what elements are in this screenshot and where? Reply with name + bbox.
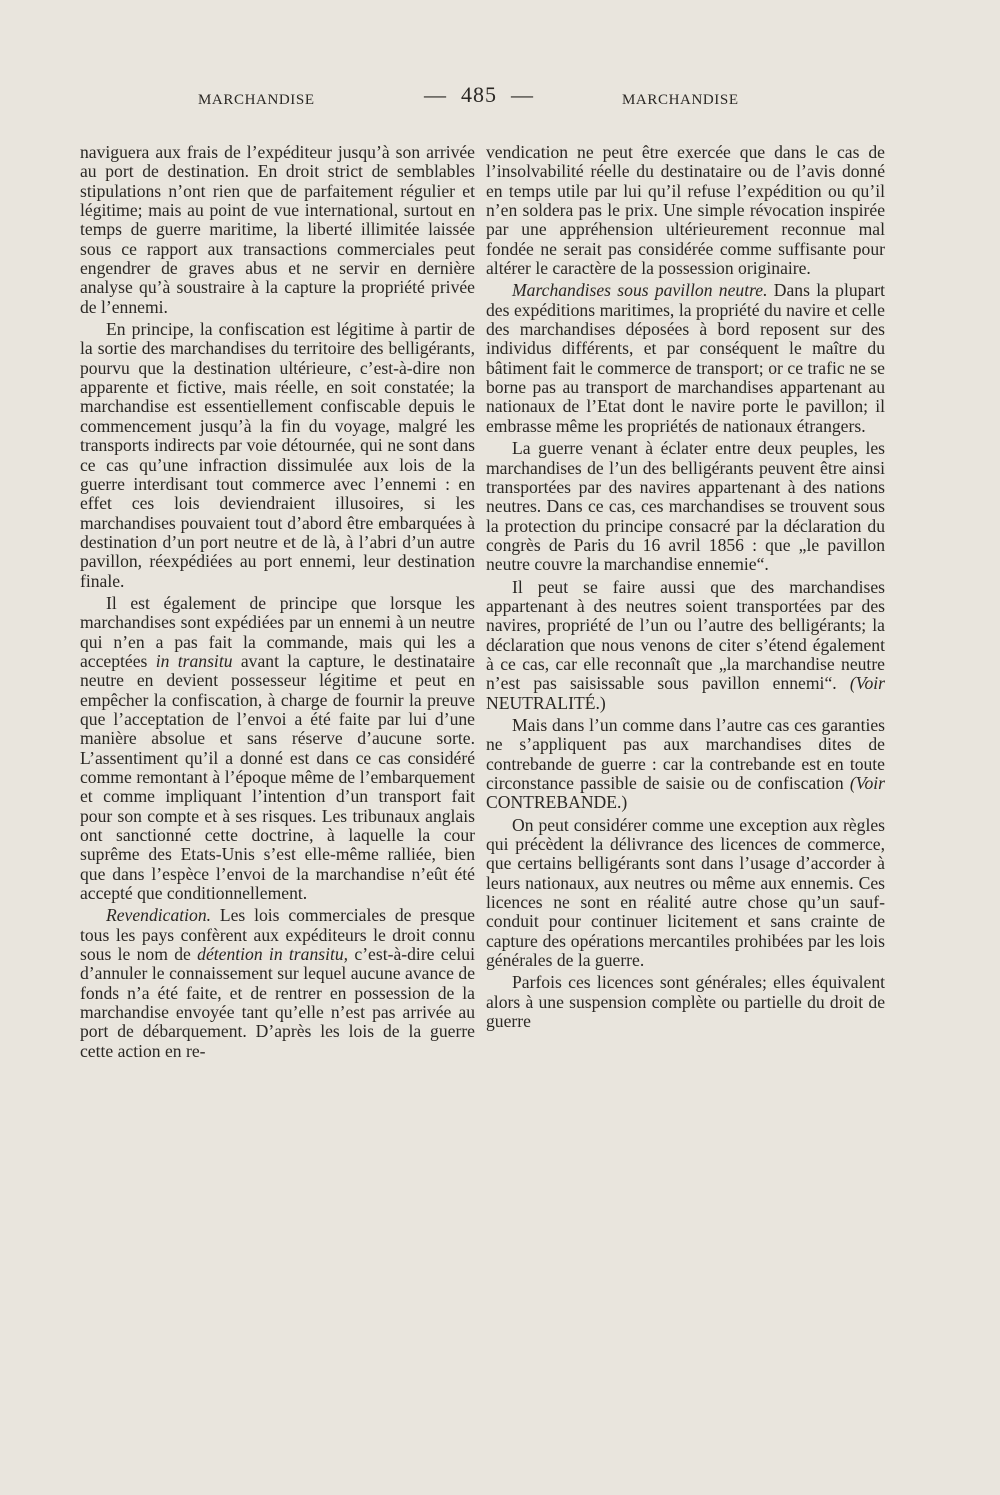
paragraph-acceptation-transitu xyxy=(80,594,475,904)
cross-reference-target: CONTREBANDE.) xyxy=(486,792,628,813)
left-column xyxy=(80,143,475,1064)
running-head-left: MARCHANDISE xyxy=(198,92,315,108)
paragraph-revendication-cont: vendication ne peut être exercée que dans le cas de l’insolvabilité réelle du destinataire ou de l’avis donné en temps utile par lui qu’il refuse l’expédition ou qu’il n’en soldera pas le prix. Une simple révocation inspirée par une appréhension ultérieurement reconnue mal fondée ne serait pas considérée comme suffisante pour altérer le caractère de la possession originaire. xyxy=(486,142,885,279)
cross-reference-voir: (Voir xyxy=(849,673,885,694)
text-run: Il peut se faire aussi que des marchandises appartenant à des neutres soient transportées par des navires, propriété de l’un ou l’autre des belligérants; la déclaration que nous venons de citer s’étend également à ce cas, car elle reconnaît que „la marchandise neutre n’est pas saisissable sous pavillon ennemi“. xyxy=(486,576,885,694)
paragraph-principe-confiscation: En principe, la confiscation est légitime à partir de la sortie des marchandises du territoire des belligérants, pourvu que la destination ultérieure, c’est-à-dire non apparente et fictive, mais réelle, en soit constatée; la marchandise est essentiellement confiscable depuis le commencement jusqu’à la fin du voyage, malgré les transports indirects par voie détournée, qui ne sont dans ce cas qu’une infraction dissimulée aux lois de la guerre interdisant tout commerce avec l’ennemi : en effet ces lois deviendraient illusoires, si les marchandises pouvaient tout d’abord être embarquées à destination d’un port neutre et de là, à l’abri d’un autre pavillon, réexpédiées au port ennemi, leur destination finale. xyxy=(80,319,475,591)
cross-reference-target: NEUTRALITÉ.) xyxy=(486,692,606,713)
cross-reference-voir: (Voir xyxy=(849,773,885,793)
italic-term: in transitu xyxy=(155,650,233,671)
page-number-block xyxy=(410,82,548,108)
right-column xyxy=(486,143,885,1034)
running-head-right: MARCHANDISE xyxy=(622,92,739,108)
italic-term: détention in transitu, xyxy=(197,944,349,965)
paragraph-licences: On peut considérer comme une exception aux règles qui précèdent la délivrance des licences de commerce, que certains belligérants sont dans l’usage d’accorder à leurs nationaux, aux neutres ou même aux ennemis. Ces licences ne sont en réalité autre chose qu’un sauf-conduit pour continuer licitement et sans crainte de capture des opérations mercantiles prohibées par les lois générales de la guerre. xyxy=(486,814,885,971)
page-header xyxy=(0,82,1000,118)
page-number: 485 xyxy=(461,82,497,107)
paragraph-contrebande xyxy=(486,716,885,813)
text-run: avant la capture, le destinataire neutre en devient possesseur légitime et peut en empêcher la confiscation, à charge de fournir la preuve que l’acceptation de l’envoi a été faite par lui d’une manière absolue et sans réserve d’aucune sorte. L’assentiment qu’il a donné est dans ce cas considéré comme remontant à l’époque même de l’embarquement et comme impliquant l’intention d’un transport fait pour son compte et à ses risques. Les tribunaux anglais ont sanctionné cette doctrine, à laquelle la cour suprême des Etats-Unis s’est elle-même ralliée, bien que dans l’espèce l’envoi de la marchandise n’eût été accepté que conditionnellement. xyxy=(80,650,475,904)
paragraph-licences-generales: Parfois ces licences sont générales; elles équivalent alors à une suspension complète ou partielle du droit de guerre xyxy=(486,972,885,1032)
section-heading: Marchandises sous pavillon neutre. xyxy=(512,280,768,301)
paragraph-continuation: naviguera aux frais de l’expéditeur jusqu’à son arrivée au port de destination. En droit strict de semblables stipulations n’ont rien que de parfaitement régulier et légitime; mais au point de vue international, surtout en temps de guerre maritime, la liberté illimitée laissée sous ce rapport aux transactions commerciales peut engendrer de graves abus et ne servir en dernière analyse qu’à soustraire à la capture la propriété privée de l’ennemi. xyxy=(80,142,475,317)
section-heading: Revendication. xyxy=(106,905,212,926)
paragraph-guerre-eclater: La guerre venant à éclater entre deux peuples, les marchandises de l’un des belligérants peuvent être ainsi transportées par des navires appartenant à des nations neutres. Dans ce cas, ces marchandises se trouvent sous la protection du principe consacré par la déclaration du congrès de Paris du 16 avril 1856 : que „le pavillon neutre couvre la marchandise ennemie“. xyxy=(486,438,885,575)
text-run: Dans la plupart des expéditions maritimes, la propriété du navire et celle des marchandises déposées à bord reposent sur des individus différents, et par conséquent le maître du bâtiment fait le commerce de transport; or ce trafic ne se borne pas au transport de marchandises appartenant au nationaux de l’Etat dont le navire porte le pavillon; il embrasse même les propriétés de nationaux étrangers. xyxy=(486,280,886,436)
page-number-dash-right: — xyxy=(511,82,534,107)
text-run: Il est également de principe que lorsque les marchandises sont expédiées par un ennemi à un neutre qui n’en a pas fait la commande, mais qui les a acceptées xyxy=(80,592,475,671)
page-number-dash-left: — xyxy=(424,82,447,107)
text-run: Mais dans l’un comme dans l’autre cas ces garanties ne s’appliquent pas aux marchandises dites de contrebande de guerre : car la contrebande est en toute circonstance passible de saisie ou de confiscation xyxy=(486,714,885,793)
paragraph-marchandises-neutres xyxy=(486,578,885,713)
paragraph-pavillon-neutre xyxy=(486,281,885,436)
paragraph-revendication xyxy=(80,906,475,1061)
text-run: c’est-à-dire celui d’annuler le connaissement sur lequel aucune avance de fonds n’a été faite, et de rentrer en possession de la marchandise envoyée tant qu’elle n’est pas arrivée au port de débarquement. D’après les lois de la guerre cette action en re- xyxy=(80,944,475,1061)
text-run: Les lois commerciales de presque tous les pays confèrent aux expéditeurs le droit connu sous le nom de xyxy=(80,905,475,965)
